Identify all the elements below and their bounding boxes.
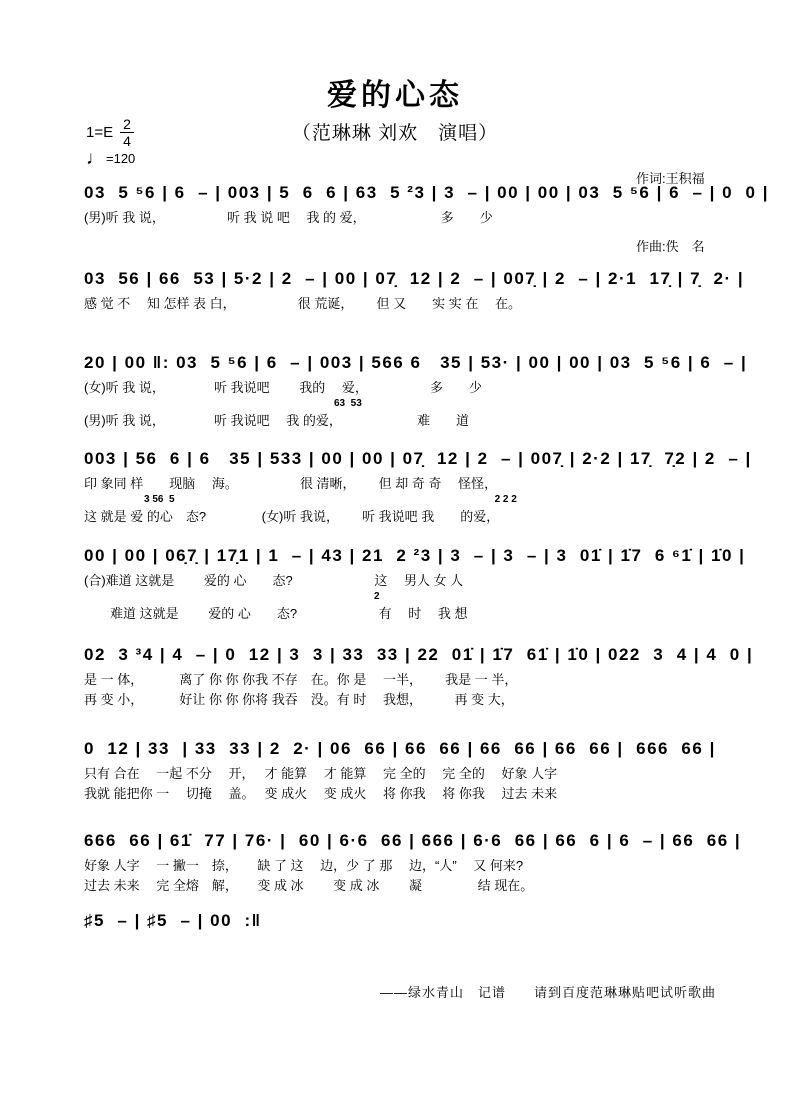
notation-line: 0 12 | 33 | 33 33 | 2 2· | 06 66 | 66 66 | 66 66 | 66 66 | 666 66 | bbox=[84, 739, 716, 758]
alternate-notes-hint: 2 bbox=[84, 591, 380, 602]
time-signature-denominator: 4 bbox=[123, 133, 131, 150]
lyrics-line: 印 象同 样 现脑 海。 很 清晰， 但 却 奇 奇 怪怪， bbox=[84, 476, 498, 491]
system-2 bbox=[84, 266, 774, 312]
lyrics-line-male: (男)听 我 说， 听 我 说 吧 我 的 爱， 多 少 bbox=[84, 210, 493, 225]
lyrics-line: 只有 合在 一起 不分 开， 才 能算 才 能算 完 全的 完 全的 好象 人字 bbox=[84, 766, 558, 781]
lyrics-line: 感 觉 不 知 怎样 表 白， 很 荒诞， 但 又 实 实 在 在。 bbox=[84, 296, 521, 311]
key-time-signature bbox=[86, 116, 136, 169]
notation-line: 666 66 | 61̇ 77 | 76· | 60 | 6·6 66 | 666 | 6·6 66 | 66 6 | 6 – | 66 66 | bbox=[84, 831, 742, 850]
system-6 bbox=[84, 642, 774, 708]
lyrics-line: 我就 能把你 一 切掩 盖。 变 成火 变 成火 将 你我 将 你我 过去 未来 bbox=[84, 786, 558, 801]
system-5 bbox=[84, 543, 774, 622]
tempo-marking bbox=[86, 147, 136, 169]
lyrics-line-female: (女)听 我 说， 听 我说吧 我的 爱， 多 少 bbox=[84, 380, 482, 395]
system-3 bbox=[84, 350, 774, 429]
notation-line: 02 3 ³4 | 4 – | 0 12 | 3 3 | 33 33 | 22 01̇ | 1̇7 61̇ | 1̇0 | 022 3 4 | 4 0 | bbox=[84, 645, 754, 664]
transcriber-note: ——绿水青山 记谱 请到百度范琳琳贴吧试听歌曲 bbox=[380, 985, 717, 1000]
time-signature bbox=[120, 116, 134, 149]
lyrics-line-duet: (合)难道 这就是 爱的 心 态? 这 男人 女 人 bbox=[84, 573, 464, 588]
system-7 bbox=[84, 736, 774, 802]
system-8 bbox=[84, 828, 774, 894]
alternate-notes-hint: 63 53 bbox=[84, 398, 362, 409]
alternate-notes-hint: 3 56 5 2 2 2 bbox=[84, 494, 517, 505]
notation-line: ♯5 – | ♯5 – | 00 :‖ bbox=[84, 911, 262, 930]
performers-line: （范琳琳 刘欢 演唱） bbox=[291, 123, 499, 144]
system-1 bbox=[84, 180, 774, 226]
composer-credit: 作曲:佚 名 bbox=[636, 238, 705, 254]
quarter-note-icon: ♩ bbox=[86, 147, 105, 169]
notation-line: 20 | 00 ‖: 03 5 ⁵6 | 6 – | 003 | 566 6 35 | 53· | 00 | 00 | 03 5 ⁵6 | 6 – | bbox=[84, 353, 748, 372]
notation-line: 003 | 56 6 | 6 35 | 533 | 00 | 00 | 07̣ 12 | 2 – | 007̣ | 2·2 | 17̣ 7̣2 | 2 – | bbox=[84, 449, 752, 468]
time-signature-numerator: 2 bbox=[120, 116, 134, 133]
lyrics-line: 难道 这就是 爱的 心 态? 有 时 我 想 bbox=[84, 606, 468, 621]
lyrics-line: 是 一 体， 离了 你 你 你我 不存 在。你 是 一半， 我是 一 半， bbox=[84, 672, 518, 687]
lyrics-line-male: (男)听 我 说， 听 我说吧 我 的爱， 难 道 bbox=[84, 413, 469, 428]
score-area bbox=[84, 180, 774, 934]
system-9-coda bbox=[84, 908, 774, 934]
lyricist-credit: 作词:王积福 bbox=[636, 170, 705, 186]
key-signature: 1=E bbox=[86, 124, 114, 142]
lyrics-line: 好象 人字 一 撇一 捺， 缺 了 这 边，少 了 那 边，“人” 又 何来? bbox=[84, 858, 524, 873]
notation-line: 03 56 | 66 53 | 5·2 | 2 – | 00 | 07̣ 12 | 2 – | 007̣ | 2 – | 2·1 17̣ | 7̣ 2· | bbox=[84, 269, 745, 288]
song-title: 爱的心态 bbox=[327, 79, 463, 112]
system-4 bbox=[84, 446, 774, 525]
lyrics-line: 这 就是 爱 的心 态? (女)听 我说， 听 我说吧 我 的爱， bbox=[84, 509, 500, 524]
lyrics-line: 过去 未来 完 全熔 解， 变 成 冰 变 成 冰 凝 结 现在。 bbox=[84, 878, 534, 893]
notation-line: 00 | 00 | 06̣7̣ | 17̣1 | 1 – | 43 | 21 2 ²3 | 3 – | 3 – | 3 01̇ | 1̇7 6 ⁶1̇ | 1̇0 | bbox=[84, 546, 746, 565]
notation-line: 03 5 ⁵6 | 6 – | 003 | 5 6 6 | 63 5 ²3 | 3 – | 00 | 00 | 03 5 ⁵6 | 6 – | 0 0 | bbox=[84, 183, 769, 202]
tempo-value: =120 bbox=[106, 151, 136, 167]
lyrics-line: 再 变 小， 好让 你 你 你将 我吞 没。有 时 我想， 再 变 大， bbox=[84, 692, 514, 707]
